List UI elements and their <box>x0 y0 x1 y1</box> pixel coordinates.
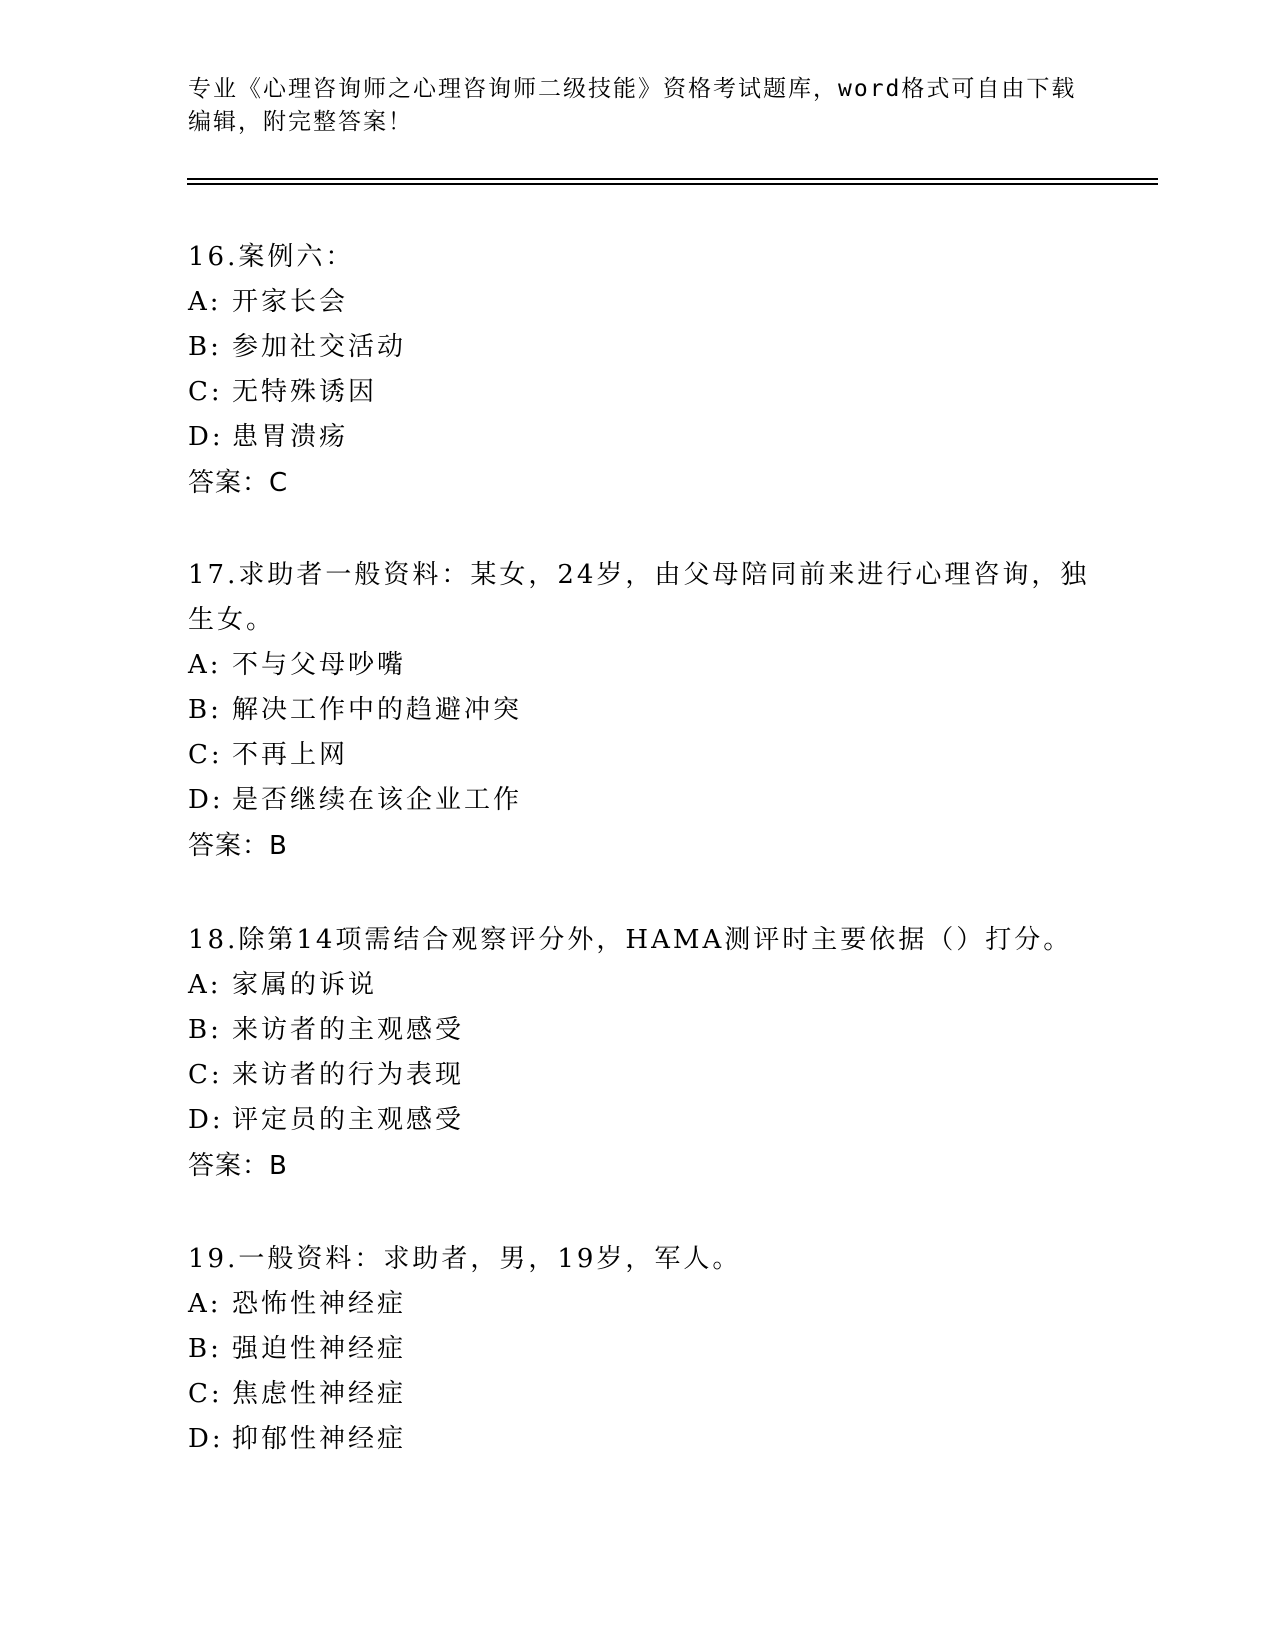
option-text: 强迫性神经症 <box>232 1334 407 1364</box>
option-text: 焦虑性神经症 <box>232 1379 407 1409</box>
question-stem-line: 16.案例六： <box>188 242 355 272</box>
option-d <box>188 1417 1088 1462</box>
option-text: 患胃溃疡 <box>232 422 349 452</box>
option-key: D: <box>188 1105 224 1135</box>
option-text: 是否继续在该企业工作 <box>232 785 523 815</box>
option-text: 来访者的行为表现 <box>232 1060 465 1090</box>
option-text: 抑郁性神经症 <box>232 1424 407 1454</box>
option-b <box>188 688 1088 733</box>
option-text: 无特殊诱因 <box>232 377 378 407</box>
answer-line: 答案：B <box>188 831 288 861</box>
question-stem-line: 18.除第14项需结合观察评分外，HAMA测评时主要依据（）打分。 <box>188 925 1073 955</box>
option-d <box>188 1098 1088 1143</box>
question-stem <box>188 918 1088 963</box>
option-text: 参加社交活动 <box>232 332 407 362</box>
question-stem-line: 生女。 <box>188 605 276 635</box>
option-text: 不与父母吵嘴 <box>232 650 407 680</box>
option-key: C: <box>188 377 223 407</box>
option-key: B: <box>188 1334 222 1364</box>
option-c <box>188 733 1088 778</box>
question-stem-line: 17.求助者一般资料：某女，24岁，由父母陪同前来进行心理咨询，独 <box>188 560 1090 590</box>
header-line-1: 专业《心理咨询师之心理咨询师二级技能》资格考试题库，word格式可自由下载 <box>188 76 1077 102</box>
option-a <box>188 963 1088 1008</box>
answer-line: 答案：B <box>188 1151 288 1181</box>
option-key: B: <box>188 695 222 725</box>
option-c <box>188 1372 1088 1417</box>
option-key: C: <box>188 1060 223 1090</box>
option-a <box>188 1282 1088 1327</box>
option-c <box>188 1053 1088 1098</box>
answer-line: 答案：C <box>188 468 289 498</box>
option-d <box>188 778 1088 823</box>
option-key: A: <box>188 650 222 680</box>
option-d <box>188 415 1088 460</box>
option-text: 评定员的主观感受 <box>232 1105 465 1135</box>
question-stem <box>188 235 1088 280</box>
option-c <box>188 370 1088 415</box>
option-key: A: <box>188 1289 222 1319</box>
question-stem-line: 19.一般资料：求助者，男，19岁，军人。 <box>188 1244 742 1274</box>
option-b <box>188 325 1088 370</box>
option-text: 开家长会 <box>232 287 349 317</box>
header-divider-top <box>187 178 1158 180</box>
question-19 <box>188 1237 1088 1462</box>
document-header <box>188 73 1088 139</box>
option-b <box>188 1008 1088 1053</box>
option-key: C: <box>188 1379 223 1409</box>
header-line-2: 编辑，附完整答案！ <box>188 109 413 135</box>
question-16 <box>188 235 1088 506</box>
option-text: 不再上网 <box>232 740 349 770</box>
option-text: 来访者的主观感受 <box>232 1015 465 1045</box>
option-key: D: <box>188 1424 224 1454</box>
option-a <box>188 643 1088 688</box>
option-b <box>188 1327 1088 1372</box>
option-text: 恐怖性神经症 <box>232 1289 407 1319</box>
question-stem <box>188 553 1088 643</box>
option-key: B: <box>188 1015 222 1045</box>
question-stem <box>188 1237 1088 1282</box>
option-key: C: <box>188 740 223 770</box>
option-text: 解决工作中的趋避冲突 <box>232 695 523 725</box>
option-key: A: <box>188 970 222 1000</box>
question-18 <box>188 918 1088 1189</box>
option-key: D: <box>188 422 224 452</box>
option-key: A: <box>188 287 222 317</box>
option-key: D: <box>188 785 224 815</box>
option-key: B: <box>188 332 222 362</box>
option-text: 家属的诉说 <box>232 970 378 1000</box>
header-divider-bottom <box>187 183 1158 185</box>
question-17 <box>188 553 1088 869</box>
option-a <box>188 280 1088 325</box>
